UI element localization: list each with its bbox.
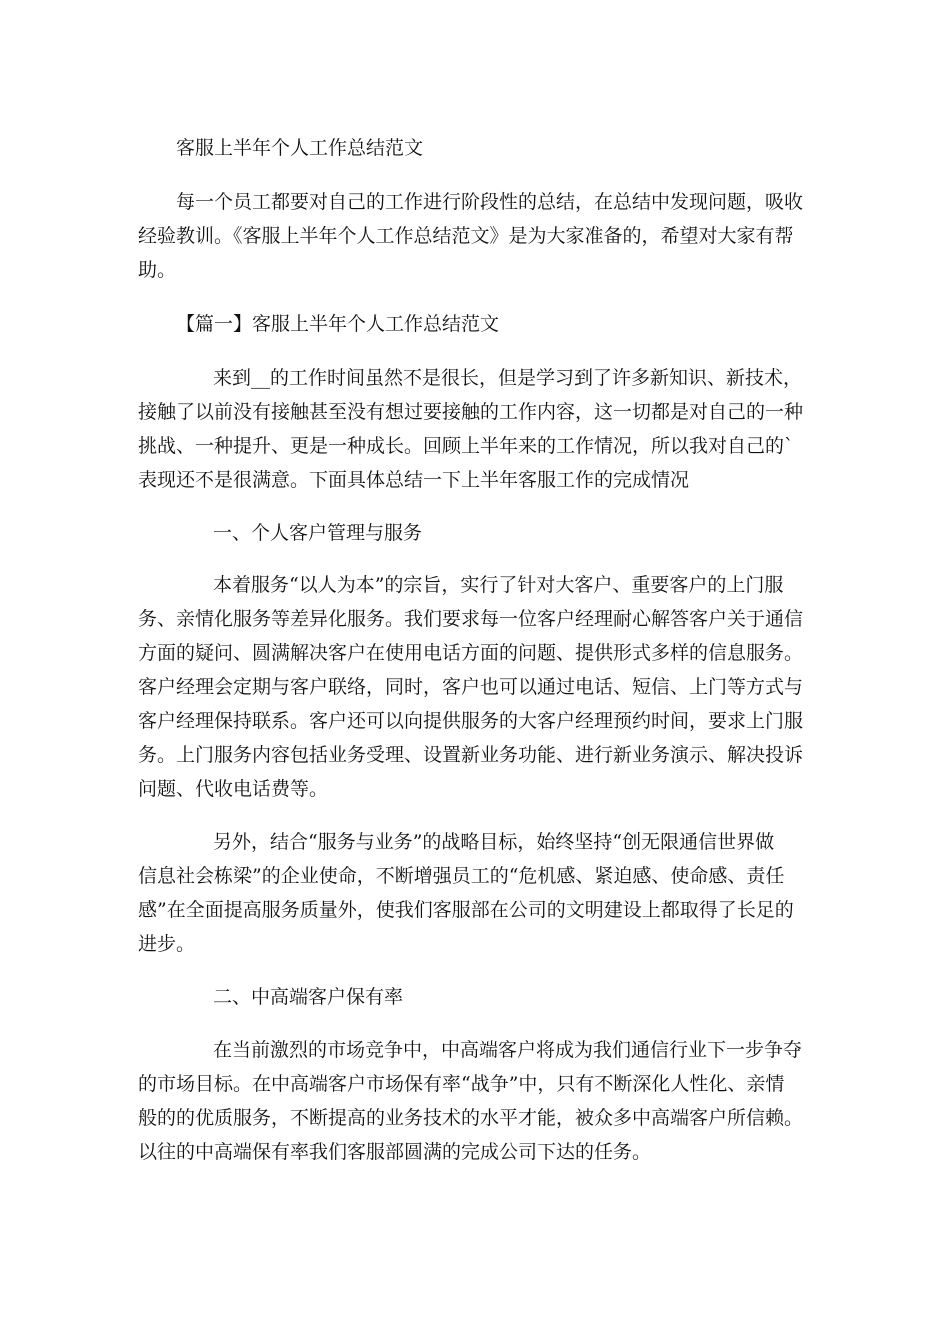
paragraph-line: 客户经理保持联系。客户还可以向提供服务的大客户经理预约时间，要求上门服 — [138, 710, 804, 732]
paragraph-line: 务、亲情化服务等差异化服务。我们要求每一位客户经理耐心解答客户关于通信 — [138, 608, 804, 630]
paragraph-line: 经验教训。《客服上半年个人工作总结范文》是为大家准备的，希望对大家有帮 — [138, 225, 794, 247]
paragraph-line: 接触了以前没有接触甚至没有想过要接触的工作内容，这一切都是对自己的一种 — [138, 401, 804, 423]
paragraph-line: 的市场目标。在中高端客户市场保有率“战争”中，只有不断深化人性化、亲情 — [138, 1073, 785, 1095]
paragraph-line: 信息社会栋梁”的企业使命，不断增强员工的“危机感、紧迫感、使命感、责任 — [138, 865, 785, 887]
paragraph-line: 来到__的工作时间虽然不是很长，但是学习到了许多新知识、新技术， — [213, 367, 803, 389]
paragraph-line: 问题、代收电话费等。 — [138, 778, 329, 800]
document-title: 客服上半年个人工作总结范文 — [176, 137, 424, 159]
paragraph-line: 方面的疑问、圆满解决客户在使用电话方面的问题、提供形式多样的信息服务。 — [138, 642, 804, 664]
paragraph-line: 本着服务“以人为本”的宗旨，实行了针对大客户、重要客户的上门服 — [213, 574, 784, 596]
paragraph-line: 感”在全面提高服务质量外，使我们客服部在公司的文明建设上都取得了长足的 — [138, 899, 794, 921]
paragraph-line: 每一个员工都要对自己的工作进行阶段性的总结，在总结中发现问题，吸收 — [176, 191, 804, 213]
paragraph-line: 助。 — [138, 259, 177, 281]
paragraph-line: 挑战、一种提升、更是一种成长。回顾上半年来的工作情况，所以我对自己的` — [138, 435, 794, 457]
subheading-2: 二、中高端客户保有率 — [213, 986, 404, 1008]
paragraph-line: 另外，结合“服务与业务”的战略目标，始终坚持“创无限通信世界做 — [213, 831, 775, 853]
paragraph-line: 般的的优质服务，不断提高的业务技术的水平才能，被众多中高端客户所信赖。 — [138, 1107, 804, 1129]
paragraph-line: 客户经理会定期与客户联络，同时，客户也可以通过电话、短信、上门等方式与 — [138, 676, 804, 698]
paragraph-line: 表现还不是很满意。下面具体总结一下上半年客服工作的完成情况 — [138, 469, 690, 491]
paragraph-line: 进步。 — [138, 933, 196, 955]
paragraph-line: 在当前激烈的市场竞争中，中高端客户将成为我们通信行业下一步争夺 — [213, 1039, 803, 1061]
subheading-1: 一、个人客户管理与服务 — [213, 522, 423, 544]
paragraph-line: 以往的中高端保有率我们客服部圆满的完成公司下达的任务。 — [138, 1141, 652, 1163]
section-heading: 【篇一】客服上半年个人工作总结范文 — [176, 313, 500, 335]
paragraph-line: 务。上门服务内容包括业务受理、设置新业务功能、进行新业务演示、解决投诉 — [138, 744, 804, 766]
